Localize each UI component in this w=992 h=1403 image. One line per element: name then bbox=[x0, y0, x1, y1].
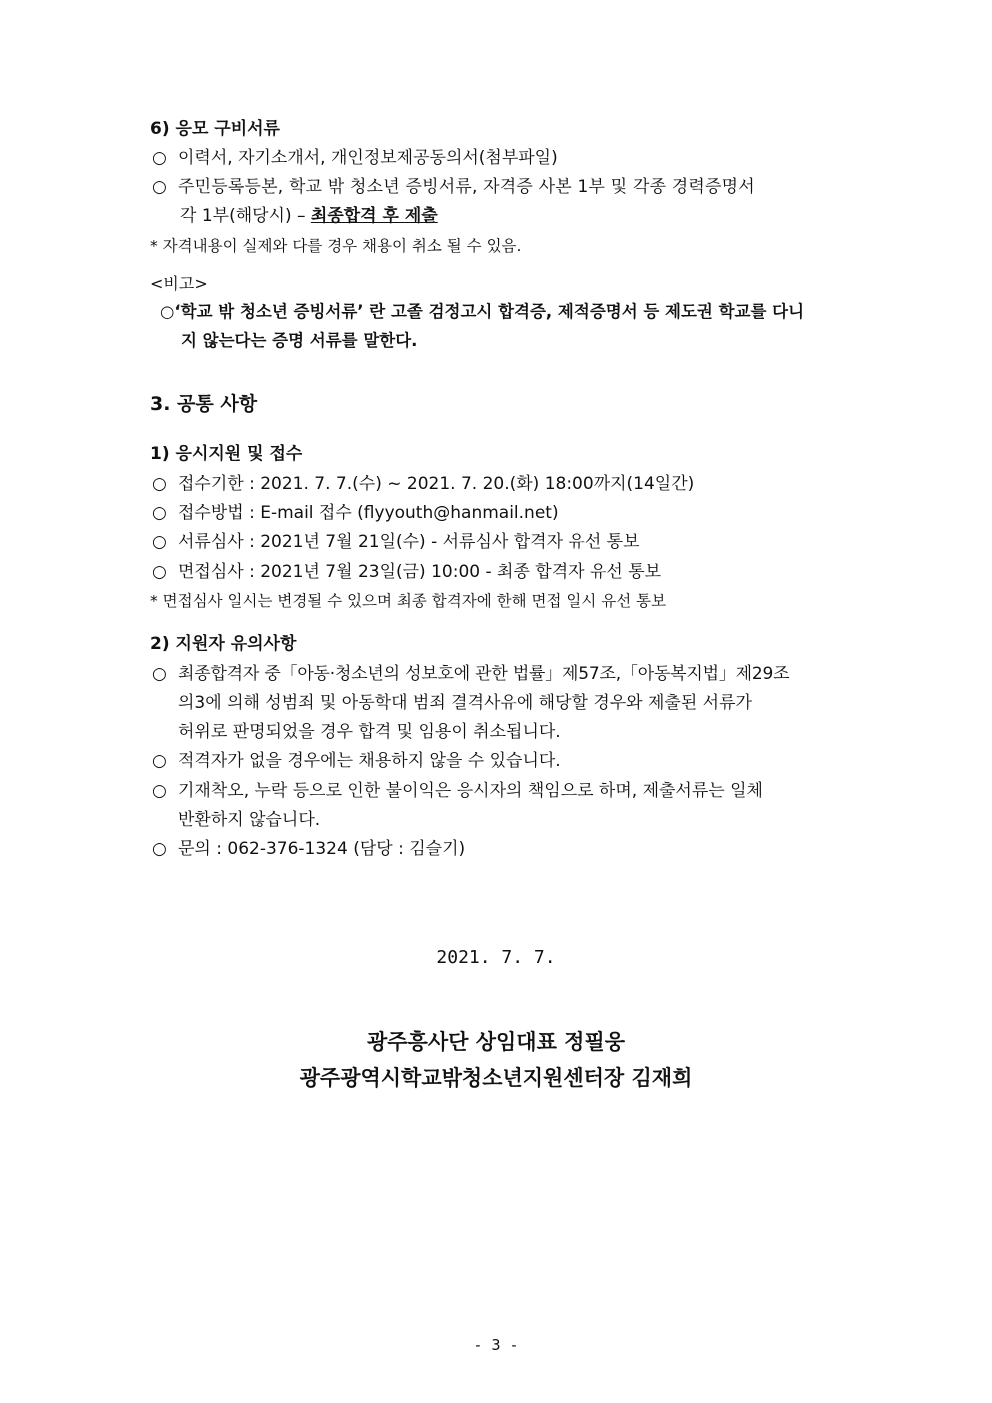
bullet-icon: ○ bbox=[152, 474, 167, 494]
application-item-1 bbox=[152, 473, 694, 495]
final-pass-emphasis: 최종합격 후 제출 bbox=[310, 206, 438, 226]
remarks-line-2: 지 않는다는 증명 서류를 말한다. bbox=[181, 331, 418, 350]
cautions-item-4 bbox=[152, 838, 465, 860]
bullet-icon: ○ bbox=[152, 503, 167, 523]
docs-item-1 bbox=[152, 147, 558, 169]
application-note: * 면접심사 일시는 변경될 수 있으며 최종 합격자에 한해 면접 일시 유선 통보 bbox=[150, 592, 667, 610]
bullet-icon: ○ bbox=[152, 177, 167, 197]
cautions-item-2-text: 적격자가 없을 경우에는 채용하지 않을 수 있습니다. bbox=[178, 751, 561, 771]
docs-item-2-text: 주민등록등본, 학교 밖 청소년 증빙서류, 자격증 사본 1부 및 각종 경력증명서 bbox=[178, 177, 755, 197]
contact-info: 문의 : 062-376-1324 (담당 : 김슬기) bbox=[178, 839, 466, 859]
document-review: 서류심사 : 2021년 7월 21일(수) - 서류심사 합격자 유선 통보 bbox=[178, 532, 640, 552]
docs-item-1-text: 이력서, 자기소개서, 개인정보제공동의서(첨부파일) bbox=[178, 148, 558, 168]
application-item-3 bbox=[152, 531, 640, 553]
document-date: 2021. 7. 7. bbox=[436, 947, 556, 968]
remarks-heading: <비고> bbox=[150, 274, 208, 293]
cautions-item-1-line-3: 허위로 판명되었을 경우 합격 및 임용이 취소됩니다. bbox=[178, 722, 561, 742]
interview-review: 면접심사 : 2021년 7월 23일(금) 10:00 - 최종 합격자 유선 통보 bbox=[178, 562, 662, 582]
application-heading: 1) 응시지원 및 접수 bbox=[150, 444, 303, 464]
cautions-item-3 bbox=[152, 780, 763, 802]
application-item-4 bbox=[152, 561, 661, 583]
cautions-item-2 bbox=[152, 750, 561, 772]
cautions-item-1 bbox=[152, 663, 789, 685]
remarks-line-1: ○‘학교 밖 청소년 증빙서류’ 란 고졸 검정고시 합격증, 제적증명서 등 제도권 학교를 다니 bbox=[160, 302, 805, 321]
application-method: 접수방법 : E-mail 접수 (flyyouth@hanmail.net) bbox=[178, 503, 559, 523]
bullet-icon: ○ bbox=[152, 664, 167, 684]
cautions-item-3-line-1: 기재착오, 누락 등으로 인한 불이익은 응시자의 책임으로 하며, 제출서류는 일체 bbox=[178, 781, 763, 801]
cautions-item-3-line-2: 반환하지 않습니다. bbox=[178, 810, 321, 830]
bullet-icon: ○ bbox=[152, 781, 167, 801]
bullet-icon: ○ bbox=[152, 148, 167, 168]
page-number: - 3 - bbox=[473, 1336, 519, 1354]
cautions-item-1-line-1: 최종합격자 중「아동·청소년의 성보호에 관한 법률」제57조,「아동복지법」제29조 bbox=[178, 664, 790, 684]
bullet-icon: ○ bbox=[152, 839, 167, 859]
bullet-icon: ○ bbox=[152, 532, 167, 552]
docs-item-2-prefix: 각 1부(해당시) – bbox=[180, 206, 311, 226]
cautions-item-1-line-2: 의3에 의해 성범죄 및 아동학대 범죄 결격사유에 해당할 경우와 제출된 서류가 bbox=[178, 693, 752, 713]
bullet-icon: ○ bbox=[152, 751, 167, 771]
signatory-2: 광주광역시학교밖청소년지원센터장 김재희 bbox=[299, 1065, 693, 1090]
cautions-heading: 2) 지원자 유의사항 bbox=[150, 634, 297, 654]
common-heading: 3. 공통 사항 bbox=[150, 393, 258, 415]
application-item-2 bbox=[152, 502, 559, 524]
docs-note: * 자격내용이 실제와 다를 경우 채용이 취소 될 수 있음. bbox=[150, 237, 522, 255]
application-deadline: 접수기한 : 2021. 7. 7.(수) ~ 2021. 7. 20.(화) 18:00까지(14일간) bbox=[178, 474, 695, 494]
docs-item-2-cont bbox=[180, 205, 438, 227]
docs-heading: 6) 응모 구비서류 bbox=[150, 119, 280, 139]
signatory-1: 광주흥사단 상임대표 정필웅 bbox=[366, 1029, 626, 1054]
bullet-icon: ○ bbox=[152, 562, 167, 582]
docs-item-2 bbox=[152, 176, 755, 198]
